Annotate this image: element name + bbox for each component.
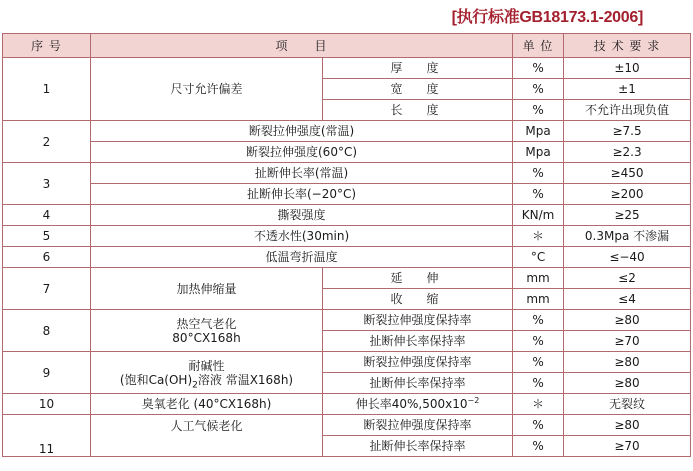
row-number: 4 [3, 205, 91, 226]
table-row [3, 352, 691, 373]
item-name: 低温弯折温度 [91, 247, 513, 268]
sub-item: 扯断伸长率保持率 [323, 331, 513, 352]
item-name: 断裂拉伸强度(常温) [91, 121, 513, 142]
condition-part: (饱和Ca(OH) [119, 372, 193, 387]
row-number: 11 [3, 415, 91, 457]
sub-item: 断裂拉伸强度保持率 [323, 352, 513, 373]
spec-table [2, 33, 691, 457]
sub-item: 厚 度 [323, 58, 513, 79]
item-name-line: 耐碱性 [188, 358, 225, 373]
header-row [3, 34, 691, 58]
requirement-cell: ≥200 [564, 184, 691, 205]
unit-cell: % [513, 100, 564, 121]
standard-reference: [执行标准GB18173.1-2006] [451, 9, 643, 26]
unit-cell: Mpa [513, 121, 564, 142]
requirement-cell: ≥80 [564, 373, 691, 394]
requirement-cell: ±10 [564, 58, 691, 79]
requirement-cell: ≤−40 [564, 247, 691, 268]
unit-cell: % [513, 58, 564, 79]
table-row [3, 247, 691, 268]
header-unit: 单 位 [513, 34, 564, 58]
item-condition: 80°CX168h [172, 330, 241, 345]
requirement-cell: 无裂纹 [564, 394, 691, 415]
unit-cell: KN/m [513, 205, 564, 226]
item-name-line: 热空气老化 [176, 316, 237, 331]
sub-item [323, 394, 513, 415]
table-row [3, 142, 691, 163]
requirement-cell: 不允许出现负值 [564, 100, 691, 121]
requirement-cell: ≥80 [564, 310, 691, 331]
sub-item: 扯断伸长率保持率 [323, 373, 513, 394]
row-number: 2 [3, 121, 91, 163]
sub-item: 断裂拉伸强度保持率 [323, 310, 513, 331]
unit-cell: % [513, 331, 564, 352]
requirement-cell: ±1 [564, 79, 691, 100]
item-name: 扯断伸长率(−20°C) [91, 184, 513, 205]
unit-cell: % [513, 415, 564, 436]
unit-cell: ＊ [513, 226, 564, 247]
header-item: 项 目 [91, 34, 513, 58]
item-name: 臭氧老化 (40°CX168h) [91, 394, 323, 415]
item-name: 扯断伸长率(常温) [91, 163, 513, 184]
requirement-cell: 0.3Mpa 不渗漏 [564, 226, 691, 247]
requirement-cell: ≥450 [564, 163, 691, 184]
unit-cell: ＊ [513, 394, 564, 415]
table-row [3, 184, 691, 205]
row-number: 3 [3, 163, 91, 205]
item-name: 尺寸允许偏差 [91, 58, 323, 121]
requirement-cell: ≥70 [564, 331, 691, 352]
item-name: 加热伸缩量 [91, 268, 323, 310]
sub-item: 长 度 [323, 100, 513, 121]
row-number: 1 [3, 58, 91, 121]
row-number: 5 [3, 226, 91, 247]
table-row [3, 394, 691, 415]
superscript: −2 [467, 396, 480, 405]
condition-part: 溶液 常温X168h) [197, 372, 294, 387]
unit-cell: % [513, 310, 564, 331]
row-number: 8 [3, 310, 91, 352]
item-name [91, 310, 323, 352]
requirement-cell: ≥80 [564, 415, 691, 436]
requirement-cell: ≥25 [564, 205, 691, 226]
row-number: 10 [3, 394, 91, 415]
table-row [3, 268, 691, 289]
unit-cell: % [513, 436, 564, 457]
unit-cell: mm [513, 289, 564, 310]
requirement-cell: ≥70 [564, 436, 691, 457]
table-row [3, 310, 691, 331]
item-name [91, 352, 323, 394]
table-row [3, 205, 691, 226]
sub-item: 宽 度 [323, 79, 513, 100]
row-number: 7 [3, 268, 91, 310]
table-row [3, 226, 691, 247]
row-number: 6 [3, 247, 91, 268]
unit-cell: % [513, 373, 564, 394]
header-no: 序 号 [3, 34, 91, 58]
item-condition [119, 372, 294, 390]
table-row [3, 415, 691, 436]
sub-item-text: 伸长率40%,500x10 [355, 397, 468, 411]
table-row [3, 163, 691, 184]
requirement-cell: ≤2 [564, 268, 691, 289]
subscript: 2 [192, 379, 198, 390]
item-name: 不透水性(30min) [91, 226, 513, 247]
unit-cell: % [513, 79, 564, 100]
unit-cell: % [513, 163, 564, 184]
sub-item: 扯断伸长率保持率 [323, 436, 513, 457]
item-name: 撕裂强度 [91, 205, 513, 226]
table-row [3, 58, 691, 79]
table-row [3, 121, 691, 142]
requirement-cell: ≥7.5 [564, 121, 691, 142]
unit-cell: % [513, 352, 564, 373]
unit-cell: % [513, 184, 564, 205]
sub-item: 断裂拉伸强度保持率 [323, 415, 513, 436]
sub-item: 收 缩 [323, 289, 513, 310]
unit-cell: °C [513, 247, 564, 268]
item-name: 断裂拉伸强度(60°C) [91, 142, 513, 163]
requirement-cell: ≥80 [564, 352, 691, 373]
sub-item: 延 伸 [323, 268, 513, 289]
row-number: 9 [3, 352, 91, 394]
header-requirement: 技 术 要 求 [564, 34, 691, 58]
unit-cell: mm [513, 268, 564, 289]
unit-cell: Mpa [513, 142, 564, 163]
requirement-cell: ≥2.3 [564, 142, 691, 163]
item-name: 人工气候老化 [91, 415, 323, 457]
requirement-cell: ≤4 [564, 289, 691, 310]
